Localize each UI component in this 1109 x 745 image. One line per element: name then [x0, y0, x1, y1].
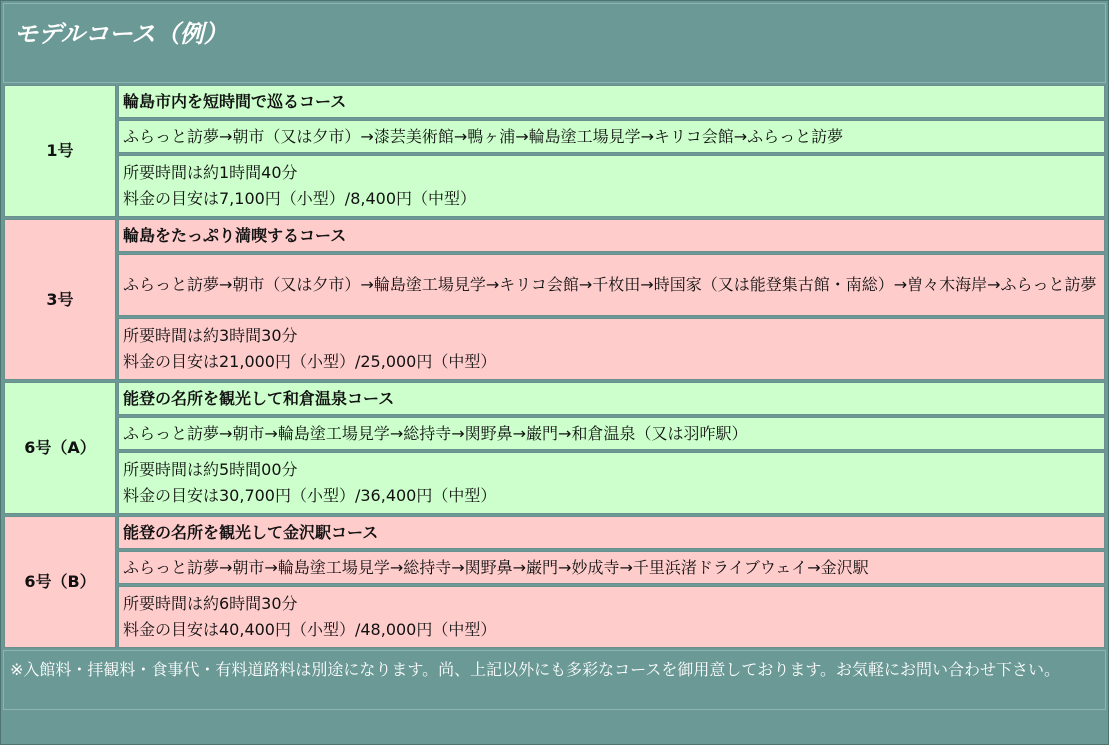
course-number: 6号（A）	[4, 382, 116, 514]
course-row	[4, 516, 1105, 549]
course-duration: 所要時間は約6時間30分	[123, 594, 298, 613]
course-route: ふらっと訪夢→朝市→輪島塗工場見学→総持寺→関野鼻→巌門→妙成寺→千里浜渚ドライブウェイ→金沢駅	[118, 551, 1105, 584]
course-title: 能登の名所を観光して和倉温泉コース	[118, 382, 1105, 415]
course-row	[4, 452, 1105, 514]
course-price: 料金の目安は40,400円（小型）/48,000円（中型）	[123, 620, 497, 639]
course-info	[118, 452, 1105, 514]
course-row	[4, 382, 1105, 415]
course-route: ふらっと訪夢→朝市（又は夕市）→輪島塗工場見学→キリコ会館→千枚田→時国家（又は能登集古館・南総）→曽々木海岸→ふらっと訪夢	[118, 254, 1105, 316]
course-price: 料金の目安は30,700円（小型）/36,400円（中型）	[123, 486, 497, 505]
course-row	[4, 417, 1105, 450]
course-table	[2, 83, 1107, 650]
course-row	[4, 155, 1105, 217]
course-price: 料金の目安は7,100円（小型）/8,400円（中型）	[123, 189, 477, 208]
page-title: モデルコース（例）	[3, 3, 1106, 83]
course-row	[4, 85, 1105, 118]
course-info	[118, 318, 1105, 380]
course-row	[4, 551, 1105, 584]
course-info	[118, 586, 1105, 648]
course-title: 輪島をたっぷり満喫するコース	[118, 219, 1105, 252]
course-row	[4, 254, 1105, 316]
course-route: ふらっと訪夢→朝市（又は夕市）→漆芸美術館→鴨ヶ浦→輪島塗工場見学→キリコ会館→ふらっと訪夢	[118, 120, 1105, 153]
course-duration: 所要時間は約3時間30分	[123, 326, 298, 345]
course-duration: 所要時間は約1時間40分	[123, 163, 298, 182]
course-row	[4, 318, 1105, 380]
course-number: 1号	[4, 85, 116, 217]
course-row	[4, 120, 1105, 153]
course-title: 輪島市内を短時間で巡るコース	[118, 85, 1105, 118]
course-route: ふらっと訪夢→朝市→輪島塗工場見学→総持寺→関野鼻→巌門→和倉温泉（又は羽咋駅）	[118, 417, 1105, 450]
course-info	[118, 155, 1105, 217]
course-duration: 所要時間は約5時間00分	[123, 460, 298, 479]
course-title: 能登の名所を観光して金沢駅コース	[118, 516, 1105, 549]
course-number: 6号（B）	[4, 516, 116, 648]
course-number: 3号	[4, 219, 116, 380]
course-row	[4, 219, 1105, 252]
course-row	[4, 586, 1105, 648]
course-price: 料金の目安は21,000円（小型）/25,000円（中型）	[123, 352, 497, 371]
footnote: ※入館料・拝観料・食事代・有料道路料は別途になります。尚、上記以外にも多彩なコースを御用意しております。お気軽にお問い合わせ下さい。	[3, 650, 1106, 710]
